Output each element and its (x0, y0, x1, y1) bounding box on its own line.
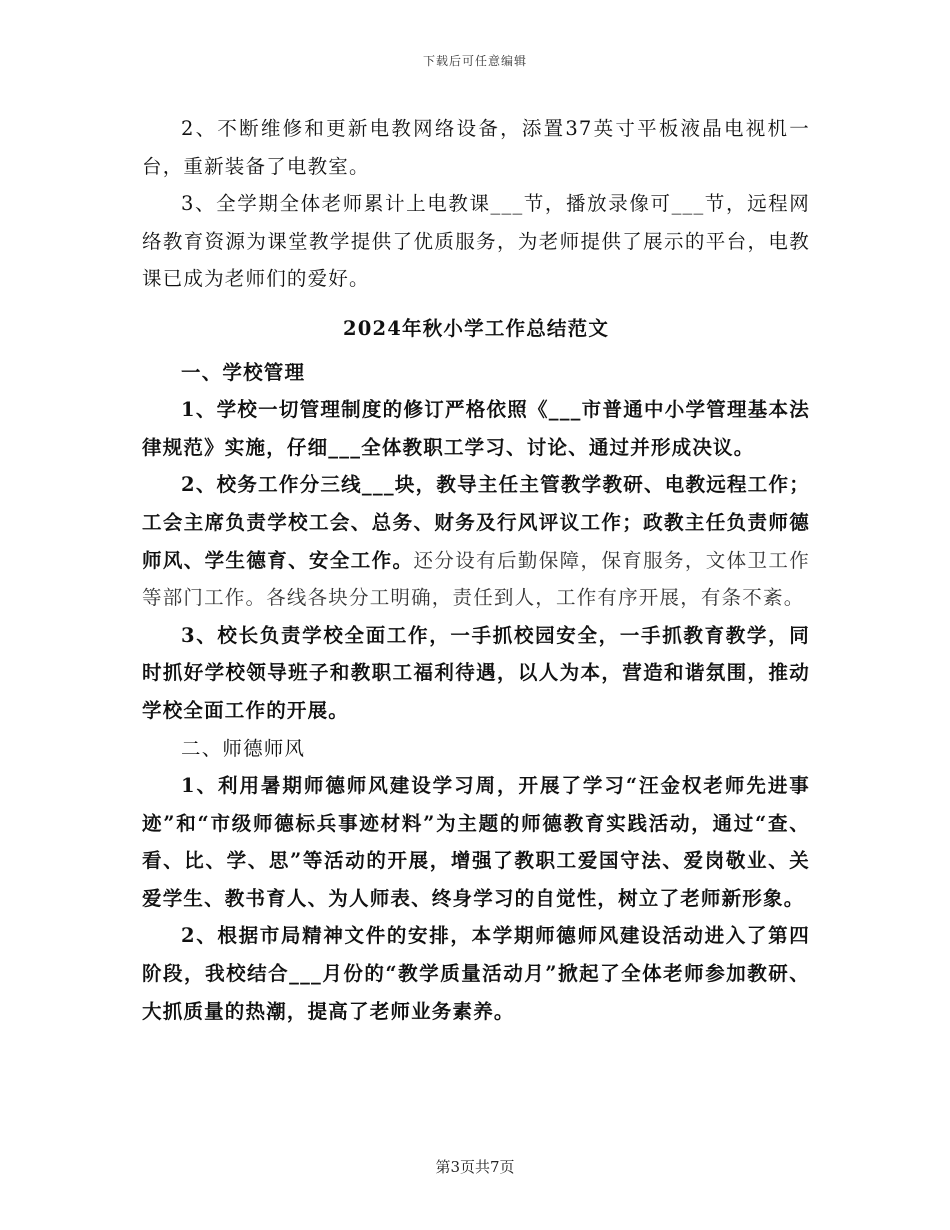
page-number-footer: 第3页共7页 (435, 1158, 515, 1176)
paragraph-ethics-fourth-stage: 2、根据市局精神文件的安排，本学期师德师风建设活动进入了第四阶段，我校结合___月份的“教学质量活动月”掀起了全体老师参加教研、大抓质量的热潮，提高了老师业务素养。 (142, 924, 810, 1023)
section-heading-school-management: 一、学校管理 (181, 360, 306, 384)
document-title: 2024年秋小学工作总结范文 (342, 316, 610, 340)
paragraph-principal-duties: 3、校长负责学校全面工作，一手抓校园安全，一手抓教育教学，同时抓好学校领导班子和教职工福利待遇，以人为本，营造和谐氛围，推动学校全面工作的开展。 (142, 623, 810, 722)
paragraph-equipment: 2、不断维修和更新电教网络设备，添置37英寸平板液晶电视机一台，重新装备了电教室。 (142, 117, 810, 178)
school-affairs-bold-text: 2、校务工作分三线___块，教导主任主管教学教研、电教远程工作；工会主席负责学校工会、总务、财务及行风评议工作；政教主任负责师德师风、学生德育、安全工作。 (142, 473, 810, 572)
paragraph-school-affairs (142, 466, 810, 616)
page-header: 下载后可任意编辑 (422, 54, 527, 68)
paragraph-management-rules: 1、学校一切管理制度的修订严格依照《___市普通中小学管理基本法律规范》实施，仔细___全体教职工学习、讨论、通过并形成决议。 (142, 398, 810, 459)
section-heading-teacher-ethics: 二、师德师风 (181, 736, 306, 760)
document-body (142, 110, 810, 1030)
paragraph-ethics-study-week: 1、利用暑期师德师风建设学习周，开展了学习“汪金权老师先进事迹”和“市级师德标兵事迹材料”为主题的师德教育实践活动，通过“查、看、比、学、思”等活动的开展，增强了教职工爱国守法、爱岗敬业、关爱学生、教书育人、为人师表、终身学习的自觉性，树立了老师新形象。 (142, 774, 810, 910)
school-affairs-normal-text: 还分设有后勤保障，保育服务，文体卫工作等部门工作。各线各块分工明确，责任到人，工作有序开展，有条不紊。 (142, 548, 810, 610)
paragraph-e-lessons: 3、全学期全体老师累计上电教课___节，播放录像可___节，远程网络教育资源为课堂教学提供了优质服务，为老师提供了展示的平台，电教课已成为老师们的爱好。 (142, 192, 810, 291)
